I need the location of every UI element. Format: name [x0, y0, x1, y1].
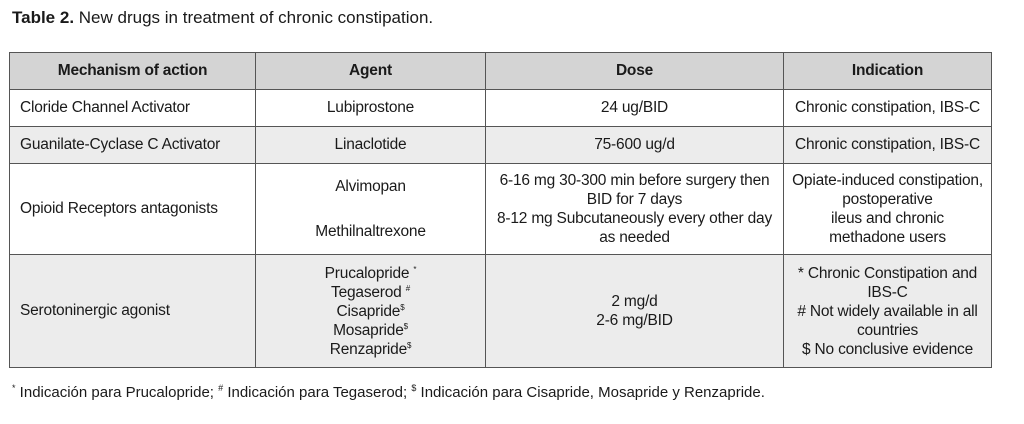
footnote-mark: $ [400, 302, 405, 312]
indication-line: ileus and chronic methadone users [829, 210, 946, 246]
agent-name: Tegaserod # [331, 283, 410, 301]
dose-line: BID for 7 days [586, 191, 683, 208]
footnote-mark: * [12, 383, 16, 393]
dose-line: 8-12 mg Subcutaneously every other day [496, 210, 772, 227]
header-dose: Dose [486, 53, 784, 90]
footnote-mark: $ [403, 321, 408, 331]
cell-indication: Chronic constipation, IBS-C [784, 90, 992, 127]
footnote-text: Indicación para Prucalopride; [15, 384, 219, 401]
table-caption-label: Table 2. [12, 8, 75, 27]
header-agent: Agent [256, 53, 486, 90]
indication-line: * Chronic Constipation and IBS-C [797, 264, 978, 301]
table-row [10, 127, 992, 164]
cell-dose: 24 ug/BID [486, 90, 784, 127]
agent-name: Mosapride$ [333, 321, 408, 339]
header-mechanism: Mechanism of action [10, 53, 256, 90]
cell-indication [784, 255, 992, 368]
dose-line: 6-16 mg 30-300 min before surgery then [499, 172, 770, 189]
table-row [10, 164, 992, 255]
dose-line: as needed [599, 229, 670, 246]
indication-line: $ No conclusive evidence [802, 340, 973, 358]
drugs-table [9, 52, 992, 368]
dose-line: 2-6 mg/BID [596, 312, 673, 329]
cell-agent: Linaclotide [256, 127, 486, 164]
footnote-mark: $ [411, 383, 417, 393]
table-caption [12, 8, 433, 28]
footnote-text: Indicación para Tegaserod; [223, 384, 412, 401]
cell-agent: Lubiprostone [256, 90, 486, 127]
table-caption-text: New drugs in treatment of chronic constipation. [78, 8, 434, 27]
cell-agent [256, 255, 486, 368]
agent-name: Cisapride$ [336, 302, 405, 320]
cell-mechanism: Cloride Channel Activator [10, 90, 256, 127]
footnote-mark: # [405, 283, 410, 293]
header-row [10, 53, 992, 90]
cell-mechanism: Serotoninergic agonist [10, 255, 256, 368]
dose-line: 2 mg/d [611, 293, 658, 310]
agent-name: Alvimopan [335, 178, 406, 195]
agent-name: Prucalopride * [324, 264, 417, 282]
cell-dose [486, 255, 784, 368]
table-row [10, 255, 992, 368]
header-indication: Indication [784, 53, 992, 90]
agent-name: Methilnaltrexone [315, 223, 426, 240]
footnote-mark: * [413, 264, 417, 274]
footnote-text: Indicación para Cisapride, Mosapride y Renzapride. [416, 384, 765, 401]
table-footnote [12, 384, 765, 401]
cell-dose [486, 164, 784, 255]
cell-mechanism: Guanilate-Cyclase C Activator [10, 127, 256, 164]
cell-indication [784, 164, 992, 255]
indication-line: # Not widely available in all countries [797, 302, 978, 339]
cell-agent [256, 164, 486, 255]
cell-mechanism: Opioid Receptors antagonists [10, 164, 256, 255]
agent-name: Renzapride$ [329, 340, 412, 358]
table-row [10, 90, 992, 127]
indication-line: Opiate-induced constipation, postoperative [792, 172, 983, 208]
footnote-mark: $ [407, 340, 412, 350]
cell-indication: Chronic constipation, IBS-C [784, 127, 992, 164]
footnote-mark: # [218, 383, 224, 393]
cell-dose: 75-600 ug/d [486, 127, 784, 164]
